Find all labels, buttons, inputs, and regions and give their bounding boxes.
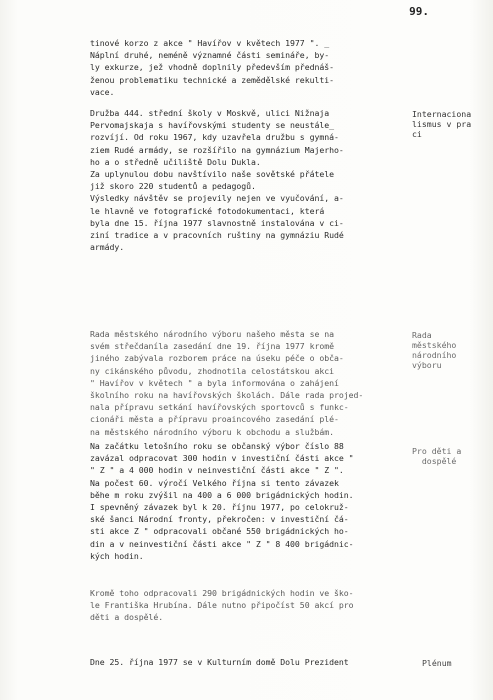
text-line: ly exkurze, jež vhodně doplnily především přednáš- xyxy=(90,62,334,73)
text-line: Rada městského národního výboru našeho města se na xyxy=(90,329,334,339)
text-line: rozvíjí. Od roku 1967, kdy uzavřela družbu s gymná- xyxy=(90,132,339,143)
text-line: Na začátku letošního roku se občanský výbor číslo 88 xyxy=(90,441,344,451)
text-line: ho a o středně učiliště Dolu Dukla. xyxy=(90,156,261,167)
text-line: din a v neinvestiční části akce " Z " 8 400 brigádnic- xyxy=(90,538,354,549)
margin-note-internacionalismus: Internaciona lismus v pra ci xyxy=(412,109,472,139)
margin-note-plenum: Plénum xyxy=(422,658,452,668)
text-line: byla dne 15. října 1977 slavnostně instalována v ci- xyxy=(90,217,344,228)
paragraph-druzba xyxy=(90,107,408,253)
text-line: tinové korzo z akce " Havířov v květech 1977 ". _ xyxy=(90,38,330,48)
margin-note-rada: Rada městského národního výboru xyxy=(412,330,457,370)
text-line: Za uplynulou dobu navštívilo naše sovětské přátele xyxy=(90,168,334,179)
text-line: I spevněný závazek byl k 20. říjnu 1977, po celokruž- xyxy=(90,501,349,512)
text-line: Družba 444. střední školy v Moskvě, ulici Nižnaja xyxy=(90,108,330,118)
text-line: le hlavně ve fotografické fotodokumentaci, která xyxy=(90,205,325,216)
text-line: zavázal odpracovat 300 hodin v investiční části akce " xyxy=(90,453,354,464)
text-line: ny cikánského původu, zhodnotila celostátskou akci xyxy=(90,365,334,376)
text-line: ženou problematiku technické a zemědělské rekulti- xyxy=(90,74,334,85)
text-line: ziní tradice a v pracovních ruštiny na gymnáziu Rudé xyxy=(90,229,344,240)
text-line: svém střečdaníla zasedání dne 19. října 1977 kromě xyxy=(90,341,334,352)
text-line: Pervomajskaja s havířovskými studenty se neustále_ xyxy=(90,120,334,131)
text-line: jiného zabývala rozborem práce na úseku péče o obča- xyxy=(90,353,344,364)
text-line: ské šanci Národní fronty, překročen: v investiční čá- xyxy=(90,514,349,525)
text-line: Dne 25. října 1977 se v Kulturním domě Dolu Prezident xyxy=(90,657,349,667)
paragraph-rada-mnv xyxy=(90,328,408,438)
text-line: Náplní druhé, neméně významné části semináře, by- xyxy=(90,50,330,61)
text-line: Na počest 60. výročí Velkého října si tento závazek xyxy=(90,477,339,488)
text-line: kých hodin. xyxy=(90,550,144,561)
text-line: armády. xyxy=(90,242,125,253)
text-line: školního roku na havířovských školách. Dále rada projed- xyxy=(90,389,364,400)
margin-note-pro-deti: Pro děti a dospělé xyxy=(412,446,462,466)
text-line: nala přípravu setkání havířovských sportovců s funkc- xyxy=(90,402,349,413)
paragraph-hrubin xyxy=(90,587,408,624)
paragraph-seminar xyxy=(90,37,408,98)
text-line: cionáři města a přípravu proaincového zasedání plé- xyxy=(90,414,339,425)
text-line: běhe m roku zvýšil na 400 a 6 000 brigádnických hodin. xyxy=(90,489,354,500)
text-line: Kromě toho odpracovali 290 brigádnických hodin ve ško- xyxy=(90,588,354,598)
text-line: již skoro 220 studentů a pedagogů. xyxy=(90,181,256,192)
text-line: sti akce Z " odpracovali občané 550 brigádnických ho- xyxy=(90,526,349,537)
text-line: ziem Rudé armády, se rozšířilo na gymnázium Majerho- xyxy=(90,144,344,155)
text-line: vace. xyxy=(90,86,115,97)
text-line: děti a dospělé. xyxy=(90,612,164,623)
paragraph-plenum xyxy=(90,656,408,668)
text-line: " Havířov v květech " a byla informována o zahájení xyxy=(90,377,339,388)
paragraph-obcansky-vybor xyxy=(90,440,408,562)
page-number: 99. xyxy=(409,5,429,18)
text-line: le Františka Hrubína. Dále nutno připočíst 50 akcí pro xyxy=(90,600,354,611)
text-line: Výsledky návštěv se projevily nejen ve vyučování, a- xyxy=(90,193,344,204)
text-line: na městského národního výboru k obchodu a službám. xyxy=(90,426,334,437)
text-line: " Z " a 4 000 hodin v neinvestiční části akce " Z ". xyxy=(90,465,344,476)
